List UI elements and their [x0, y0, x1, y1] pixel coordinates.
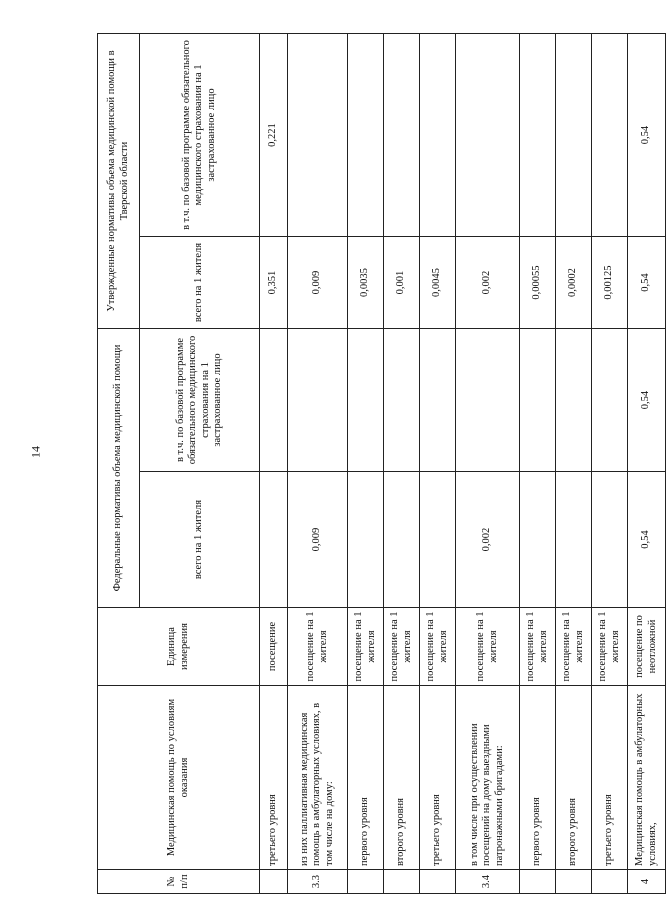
row-num: 3.4 — [456, 870, 520, 894]
row-unit: посещение на 1 жителя — [288, 608, 348, 686]
header-federal-total: всего на 1 жителя — [140, 472, 260, 608]
row-num: 4 — [628, 870, 666, 894]
row-care: первого уровня — [348, 686, 384, 870]
norms-table — [97, 33, 666, 894]
row-federal-oms — [384, 329, 420, 472]
row-num — [420, 870, 456, 894]
row-federal-total: 0,54 — [628, 472, 666, 608]
row-regional-total: 0,54 — [628, 237, 666, 329]
row-regional-oms: 0,54 — [628, 33, 666, 236]
row-unit: посещение на 1 жителя — [456, 608, 520, 686]
row-unit: посещение — [260, 608, 288, 686]
row-care: первого уровня — [520, 686, 556, 870]
table-row — [260, 33, 288, 893]
row-care: Медицинская помощь в амбулаторных условиях, — [628, 686, 666, 870]
header-regional: Утвержденные нормативы объема медицинской помощи в Тверской области — [98, 33, 140, 328]
row-care: из них паллиативная медицинская помощь в амбулаторных условиях, в том числе на дому: — [288, 686, 348, 870]
row-unit: посещение на 1 жителя — [348, 608, 384, 686]
row-federal-total — [384, 472, 420, 608]
row-federal-oms — [288, 329, 348, 472]
table-row — [520, 33, 556, 893]
row-regional-oms — [384, 33, 420, 236]
row-care: второго уровня — [556, 686, 592, 870]
row-federal-total — [260, 472, 288, 608]
header-num: № п/п — [98, 870, 260, 894]
header-regional-total: всего на 1 жителя — [140, 237, 260, 329]
row-regional-total: 0,0002 — [556, 237, 592, 329]
row-regional-total: 0,0045 — [420, 237, 456, 329]
row-unit: посещение на 1 жителя — [556, 608, 592, 686]
row-unit: посещение на 1 жителя — [384, 608, 420, 686]
row-unit: посещение по неотложной — [628, 608, 666, 686]
row-regional-oms — [592, 33, 628, 236]
table-row — [348, 33, 384, 893]
table-row — [592, 33, 628, 893]
row-federal-total — [520, 472, 556, 608]
row-federal-oms — [556, 329, 592, 472]
row-regional-total: 0,009 — [288, 237, 348, 329]
row-care: третьего уровня — [260, 686, 288, 870]
row-unit: посещение на 1 жителя — [520, 608, 556, 686]
row-num — [520, 870, 556, 894]
row-care: третьего уровня — [592, 686, 628, 870]
row-federal-oms — [348, 329, 384, 472]
table-row — [384, 33, 420, 893]
row-federal-oms: 0,54 — [628, 329, 666, 472]
header-federal: Федеральные нормативы объема медицинской помощи — [98, 329, 140, 608]
row-regional-oms — [556, 33, 592, 236]
header-unit: Единица измерения — [98, 608, 260, 686]
row-federal-total: 0,009 — [288, 472, 348, 608]
row-care: третьего уровня — [420, 686, 456, 870]
row-num — [348, 870, 384, 894]
row-federal-oms — [520, 329, 556, 472]
row-regional-total: 0,0035 — [348, 237, 384, 329]
row-federal-oms — [420, 329, 456, 472]
row-regional-oms — [288, 33, 348, 236]
row-num — [384, 870, 420, 894]
row-federal-oms — [456, 329, 520, 472]
row-num: 3.3 — [288, 870, 348, 894]
row-regional-oms: 0,221 — [260, 33, 288, 236]
header-care: Медицинская помощь по условиям оказания — [98, 686, 260, 870]
row-regional-total: 0,002 — [456, 237, 520, 329]
table-row — [628, 33, 666, 893]
row-regional-total: 0,351 — [260, 237, 288, 329]
row-federal-oms — [592, 329, 628, 472]
header-federal-oms: в т.ч. по базовой программе обязательного медицинского страхования на 1 застрахованное лицо — [140, 329, 260, 472]
row-care: в том числе при осуществлении посещений на дому выездными патронажными бригадами: — [456, 686, 520, 870]
table-container — [97, 34, 658, 894]
row-regional-total: 0,001 — [384, 237, 420, 329]
row-federal-total — [348, 472, 384, 608]
row-federal-total: 0,002 — [456, 472, 520, 608]
row-care: второго уровня — [384, 686, 420, 870]
row-regional-oms — [348, 33, 384, 236]
row-federal-total — [556, 472, 592, 608]
row-regional-oms — [420, 33, 456, 236]
table-row — [288, 33, 348, 893]
row-regional-oms — [520, 33, 556, 236]
row-num — [556, 870, 592, 894]
row-num — [592, 870, 628, 894]
table-row — [420, 33, 456, 893]
page-number: 14 — [28, 446, 43, 458]
row-unit: посещение на 1 жителя — [420, 608, 456, 686]
header-regional-oms: в т.ч. по базовой программе обязательного медицинского страхования на 1 застрахованное лицо — [140, 33, 260, 236]
row-federal-oms — [260, 329, 288, 472]
table-row — [556, 33, 592, 893]
table-row — [456, 33, 520, 893]
row-regional-total: 0,00125 — [592, 237, 628, 329]
row-num — [260, 870, 288, 894]
row-regional-oms — [456, 33, 520, 236]
row-regional-total: 0,00055 — [520, 237, 556, 329]
row-unit: посещение на 1 жителя — [592, 608, 628, 686]
row-federal-total — [420, 472, 456, 608]
table-body — [260, 33, 666, 893]
row-federal-total — [592, 472, 628, 608]
